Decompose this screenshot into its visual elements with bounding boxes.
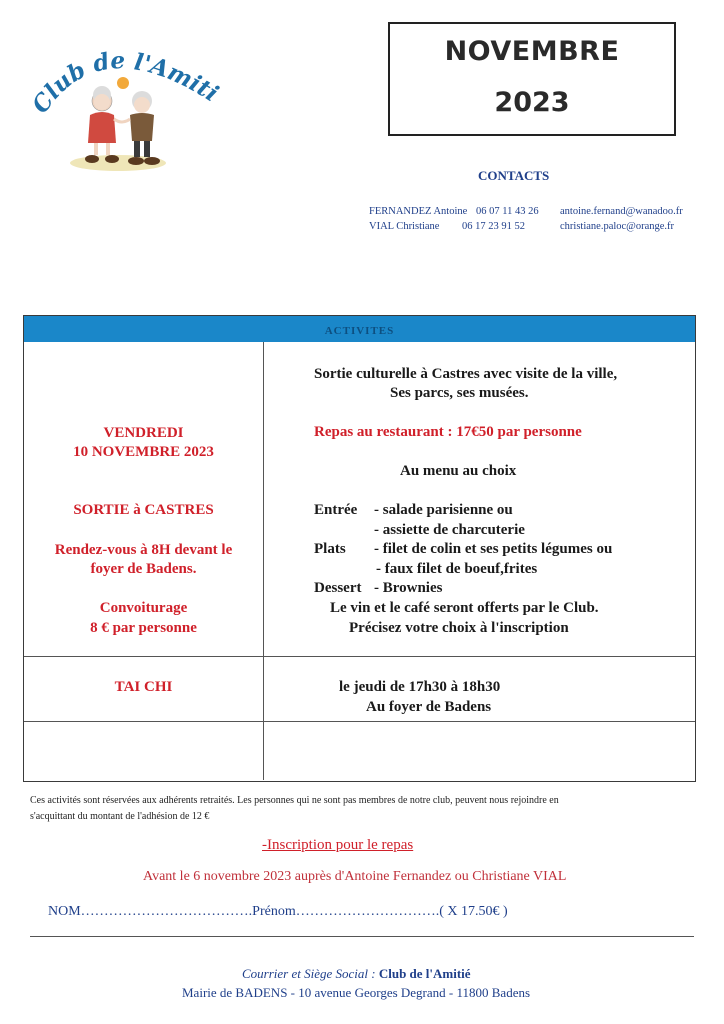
menu-label: Plats xyxy=(314,541,346,557)
activities-table xyxy=(23,315,696,782)
outing-carpool-price: 8 € par personne xyxy=(90,620,197,636)
month-title: NOVEMBRE xyxy=(444,36,620,67)
menu-label: Entrée xyxy=(314,502,358,518)
contacts-title: CONTACTS xyxy=(478,168,550,183)
outing-description: Ses parcs, ses musées. xyxy=(390,385,529,401)
year-title: 2023 xyxy=(494,87,570,118)
outing-description: Sortie culturelle à Castres avec visite de la ville, xyxy=(314,366,618,382)
outing-day: VENDREDI xyxy=(103,425,184,441)
activities-header-label: ACTIVITES xyxy=(324,325,395,337)
footer-courrier xyxy=(242,966,471,982)
club-logo-illustration xyxy=(30,35,230,190)
outing-meeting: Rendez-vous à 8H devant le xyxy=(54,542,233,558)
footer-club-name: Club de l'Amitié xyxy=(378,966,471,981)
outing-title: SORTIE à CASTRES xyxy=(73,502,214,518)
membership-note xyxy=(30,793,700,825)
club-logo xyxy=(30,35,230,190)
inscription-deadline: Avant le 6 novembre 2023 auprès d'Antoine Fernandez ou Christiane VIAL xyxy=(143,869,567,884)
registration-form-line[interactable]: NOM……………………………….Prénom………………………….( X 17.50€ ) xyxy=(48,904,508,919)
meal-price: Repas au restaurant : 17€50 par personne xyxy=(314,424,582,440)
outing-date: 10 NOVEMBRE 2023 xyxy=(73,444,214,460)
menu-item: - filet de colin et ses petits légumes ou xyxy=(374,541,613,557)
contact-email[interactable]: christiane.paloc@orange.fr xyxy=(560,221,675,232)
contact-name: FERNANDEZ Antoine xyxy=(369,206,468,217)
month-box xyxy=(388,22,676,136)
contact-name: VIAL Christiane xyxy=(369,221,440,232)
taichi-title: TAI CHI xyxy=(114,679,173,695)
outing-meeting: foyer de Badens. xyxy=(90,561,197,577)
menu-item: - assiette de charcuterie xyxy=(374,522,525,538)
contact-phone: 06 07 11 43 26 xyxy=(476,206,539,217)
menu-label: Dessert xyxy=(314,580,362,596)
activities-header xyxy=(24,316,695,342)
taichi-time: le jeudi de 17h30 à 18h30 xyxy=(339,679,501,695)
choice-note: Précisez votre choix à l'inscription xyxy=(349,620,569,636)
footer-courrier-label: Courrier et Siège Social : xyxy=(242,966,376,981)
contact-phone: 06 17 23 91 52 xyxy=(462,221,525,232)
separator xyxy=(30,936,694,937)
footer-address: Mairie de BADENS - 10 avenue Georges Degrand - 11800 Badens xyxy=(182,985,531,1000)
menu-item: - Brownies xyxy=(374,580,443,596)
offer-note: Le vin et le café seront offerts par le Club. xyxy=(330,600,599,616)
menu-title: Au menu au choix xyxy=(400,463,517,479)
taichi-place: Au foyer de Badens xyxy=(366,699,492,715)
row-divider xyxy=(24,656,695,657)
membership-note-line: s'acquittant du montant de l'adhésion de 12 € xyxy=(30,811,210,822)
inscription-title: -Inscription pour le repas xyxy=(262,837,414,853)
contact-email[interactable]: antoine.fernand@wanadoo.fr xyxy=(560,206,683,217)
menu-item: - salade parisienne ou xyxy=(374,502,513,518)
column-divider xyxy=(263,342,264,780)
outing-carpool: Convoiturage xyxy=(99,600,188,616)
svg-text:Club de l'Amitié xyxy=(30,35,223,118)
row-divider xyxy=(24,721,695,722)
club-logo-text: Club de l'Amiti xyxy=(30,47,224,119)
menu-item: - faux filet de boeuf,frites xyxy=(376,561,538,577)
membership-note-line: Ces activités sont réservées aux adhérents retraités. Les personnes qui ne sont pas membres de notre club, peuvent nous rejoindre en xyxy=(30,795,559,806)
